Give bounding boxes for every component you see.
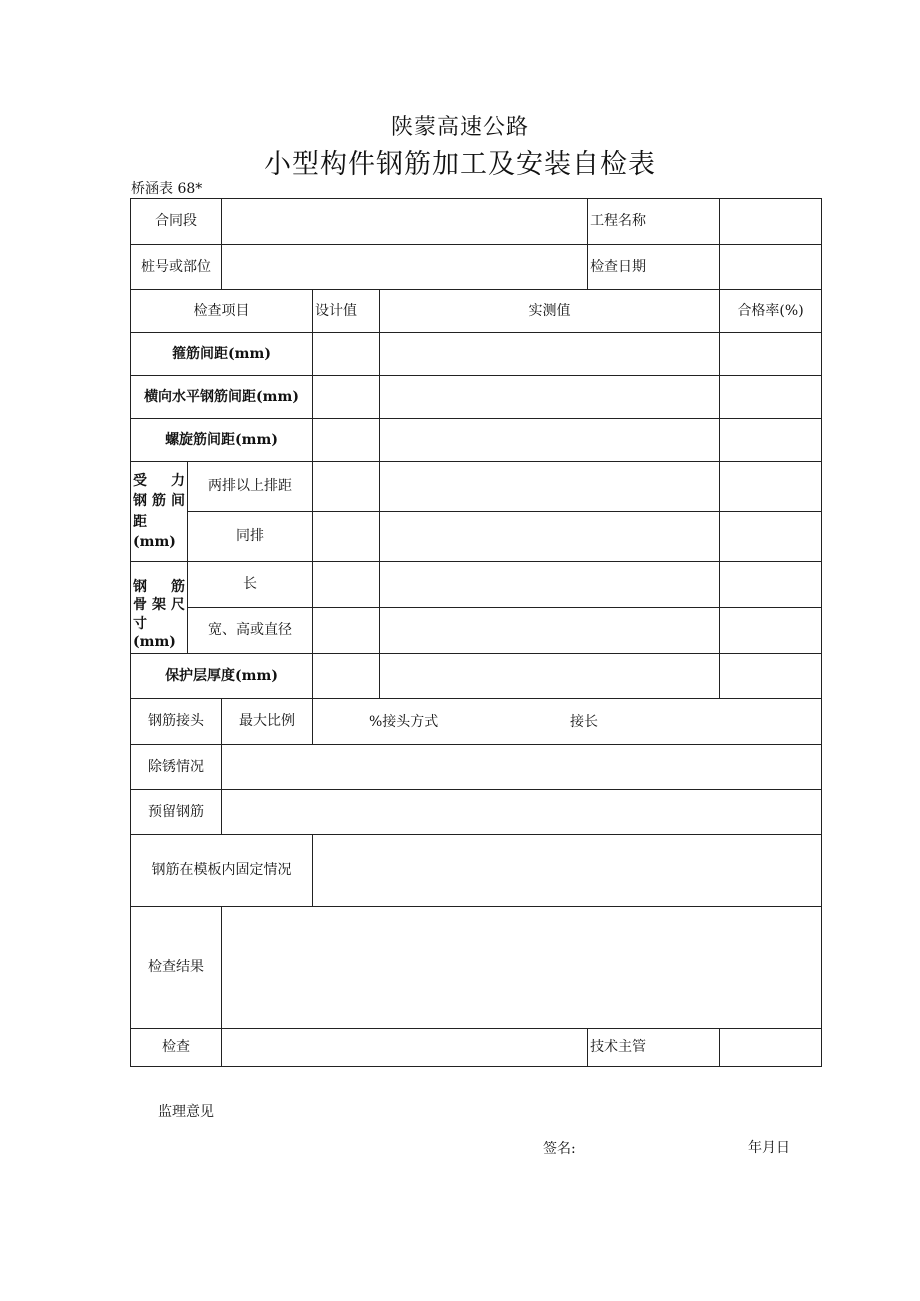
stressed-group-line2: 钢筋间	[133, 493, 185, 510]
project-name-value[interactable]	[720, 199, 822, 245]
fixing-in-formwork-label: 钢筋在模板内固定情况	[131, 835, 313, 907]
row-stirrup-spacing: 箍筋间距(mm)	[131, 333, 313, 376]
same-row-pass-cell[interactable]	[720, 512, 822, 562]
inspector-value[interactable]	[222, 1029, 588, 1067]
cover-design-cell[interactable]	[313, 654, 380, 699]
cover-measured-cell[interactable]	[380, 654, 720, 699]
tech-supervisor-label: 技术主管	[588, 1029, 720, 1067]
stirrup-design-cell[interactable]	[313, 333, 380, 376]
row-transverse-spacing: 横向水平钢筋间距(mm)	[131, 376, 313, 419]
width-pass-cell[interactable]	[720, 608, 822, 654]
same-row-measured-cell[interactable]	[380, 512, 720, 562]
rust-removal-label: 除锈情况	[131, 745, 222, 790]
inspection-date-value[interactable]	[720, 245, 822, 290]
row-skeleton-width-height: 宽、高或直径	[188, 608, 313, 654]
row-spiral-spacing: 螺旋筋间距(mm)	[131, 419, 313, 462]
stirrup-measured-cell[interactable]	[380, 333, 720, 376]
joint-details-cell[interactable]	[313, 699, 822, 745]
spiral-measured-cell[interactable]	[380, 419, 720, 462]
organization-title: 陕蒙高速公路	[390, 115, 529, 140]
form-title: 小型构件钢筋加工及安装自检表	[264, 149, 656, 180]
row-skeleton-length: 长	[188, 562, 313, 608]
max-ratio-label: 最大比例	[222, 699, 313, 745]
station-value[interactable]	[222, 245, 588, 290]
rebar-joint-label: 钢筋接头	[131, 699, 222, 745]
header-design-value: 设计值	[313, 290, 380, 333]
skeleton-group-line3: 寸(mm)	[133, 615, 176, 650]
fixing-in-formwork-value[interactable]	[313, 835, 822, 907]
transverse-measured-cell[interactable]	[380, 376, 720, 419]
spiral-pass-cell[interactable]	[720, 419, 822, 462]
transverse-pass-cell[interactable]	[720, 376, 822, 419]
header-pass-rate: 合格率(%)	[720, 290, 822, 333]
station-label: 桩号或部位	[131, 245, 222, 290]
contract-section-value[interactable]	[222, 199, 588, 245]
tech-supervisor-value[interactable]	[720, 1029, 822, 1067]
two-rows-design-cell[interactable]	[313, 462, 380, 512]
spiral-design-cell[interactable]	[313, 419, 380, 462]
two-rows-pass-cell[interactable]	[720, 462, 822, 512]
date-label: 年月日	[748, 1140, 790, 1156]
skeleton-size-group-label	[131, 562, 188, 654]
header-check-item: 检查项目	[131, 290, 313, 333]
inspection-result-label: 检查结果	[131, 907, 222, 1029]
stirrup-pass-cell[interactable]	[720, 333, 822, 376]
transverse-design-cell[interactable]	[313, 376, 380, 419]
width-design-cell[interactable]	[313, 608, 380, 654]
stressed-rebar-group-label	[131, 462, 188, 562]
form-number: 桥涵表 68*	[131, 181, 203, 197]
rust-removal-value[interactable]	[222, 745, 822, 790]
stressed-group-line1: 受 力	[133, 472, 185, 489]
inspection-form-table	[130, 198, 822, 1067]
row-same-row-spacing: 同排	[188, 512, 313, 562]
project-name-label: 工程名称	[588, 199, 720, 245]
width-measured-cell[interactable]	[380, 608, 720, 654]
joint-method-label: %接头方式	[369, 713, 439, 730]
reserved-rebar-value[interactable]	[222, 790, 822, 835]
reserved-rebar-label: 预留钢筋	[131, 790, 222, 835]
length-measured-cell[interactable]	[380, 562, 720, 608]
lap-length-label: 接长	[570, 713, 598, 730]
length-pass-cell[interactable]	[720, 562, 822, 608]
same-row-design-cell[interactable]	[313, 512, 380, 562]
skeleton-group-line1: 钢 筋	[133, 579, 185, 596]
skeleton-group-line2: 骨架尺	[133, 597, 185, 614]
row-cover-thickness: 保护层厚度(mm)	[131, 654, 313, 699]
contract-section-label: 合同段	[131, 199, 222, 245]
row-two-rows-spacing: 两排以上排距	[188, 462, 313, 512]
inspector-label: 检查	[131, 1029, 222, 1067]
inspection-date-label: 检查日期	[588, 245, 720, 290]
signature-label: 签名:	[543, 1141, 576, 1157]
stressed-group-line3: 距(mm)	[133, 513, 176, 550]
supervision-opinion-label: 监理意见	[158, 1104, 214, 1120]
two-rows-measured-cell[interactable]	[380, 462, 720, 512]
cover-pass-cell[interactable]	[720, 654, 822, 699]
header-measured-value: 实测值	[380, 290, 720, 333]
inspection-result-value[interactable]	[222, 907, 822, 1029]
length-design-cell[interactable]	[313, 562, 380, 608]
